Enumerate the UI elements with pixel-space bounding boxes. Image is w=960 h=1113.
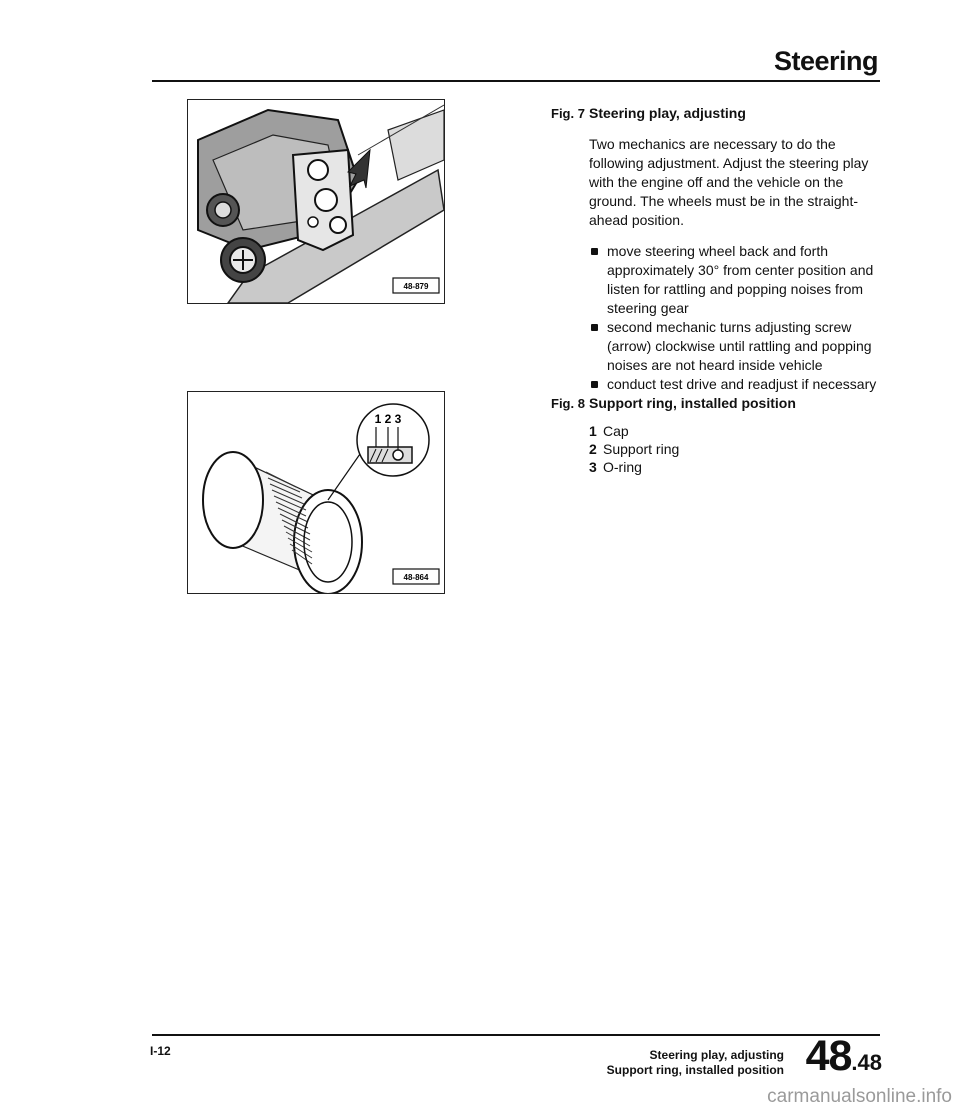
figure-7-illustration [187,99,445,304]
figure-7-steps [589,242,899,394]
watermark-text: carmanualsonline.info [767,1086,952,1107]
part-item: 1 Cap [589,423,629,439]
step-item: move steering wheel back and forth approximately 30° from center position and listen for rattling and popping noises from steering gear [589,242,899,318]
part-item: 2 Support ring [589,441,680,457]
figure-8-title: Support ring, installed position [589,395,796,411]
footer-rule [152,1034,880,1036]
steering-gear-drawing [188,100,444,303]
figure-8-code: 48-864 [403,573,429,582]
page-title: Steering [773,46,878,76]
figure-8-illustration [187,391,445,594]
figure-7-intro: Two mechanics are necessary to do the following adjustment. Adjust the steering play with the engine off and the vehicle on the ground. The wheels must be in the straight-ahead position. [589,136,869,228]
step-item: second mechanic turns adjusting screw (arrow) clockwise until rattling and popping noises are not heard inside vehicle [589,318,899,375]
step-item: conduct test drive and readjust if necessary [589,375,899,394]
figure-8-parts-list [589,422,679,476]
part-item: 3 O-ring [589,459,642,475]
figure-8-callout-numbers: 1 2 3 [374,412,402,426]
figure-7-title: Steering play, adjusting [589,105,746,121]
page-number: I-12 [150,1044,171,1058]
figure-8-label: Fig. 8 [551,396,585,411]
figure-7-label: Fig. 7 [551,106,585,121]
header-rule [152,80,880,82]
footer-section-titles: Steering play, adjusting Support ring, installed position [606,1048,784,1077]
section-code: 48.48 [805,1032,882,1080]
support-ring-drawing [188,392,444,593]
figure-7-code: 48-879 [403,282,429,291]
